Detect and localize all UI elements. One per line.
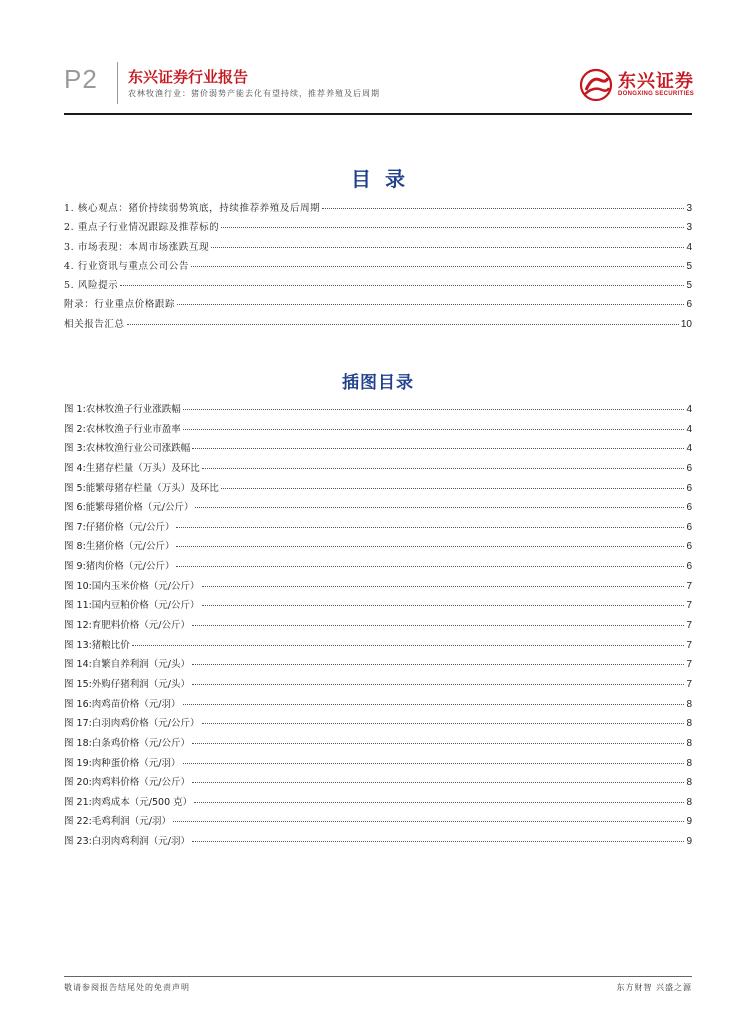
leader-dots bbox=[202, 586, 685, 587]
figure-entry-label: 图 1:农林牧渔子行业涨跌幅 bbox=[64, 404, 181, 415]
leader-dots bbox=[221, 488, 685, 489]
toc-entry[interactable] bbox=[64, 200, 692, 219]
figure-entry-label: 图 12:育肥料价格（元/公斤） bbox=[64, 620, 191, 632]
header-divider bbox=[117, 62, 118, 104]
leader-dots bbox=[183, 763, 685, 764]
figure-entry-label: 图 2:农林牧渔子行业市盈率 bbox=[64, 423, 181, 435]
figure-entry-page: 4 bbox=[686, 423, 692, 435]
leader-dots bbox=[183, 409, 685, 410]
leader-dots bbox=[176, 546, 684, 547]
logo-english: DONGXING SECURITIES bbox=[618, 91, 695, 97]
leader-dots bbox=[194, 802, 684, 803]
toc-entry-label: 相关报告汇总 bbox=[64, 318, 125, 330]
figure-entry-label: 图 5:能繁母猪存栏量（万头）及环比 bbox=[64, 482, 219, 494]
figure-entry[interactable] bbox=[64, 578, 692, 598]
figure-entry-label: 图 17:白羽肉鸡价格（元/公斤） bbox=[64, 718, 200, 730]
figure-entry[interactable] bbox=[64, 833, 692, 853]
company-logo bbox=[578, 68, 698, 102]
leader-dots bbox=[176, 566, 684, 567]
leader-dots bbox=[202, 468, 685, 469]
toc-entry-label: 2. 重点子行业情况跟踪及推荐标的 bbox=[64, 222, 220, 234]
figure-entry-label: 图 15:外购仔猪利润（元/头） bbox=[64, 678, 191, 690]
figure-list bbox=[64, 401, 692, 853]
report-brand-title: 东兴证券行业报告 bbox=[128, 68, 249, 86]
figure-entry-label: 图 8:生猪价格（元/公斤） bbox=[64, 541, 175, 553]
report-subtitle: 农林牧渔行业：猪价弱势产能去化有望持续，推荐养殖及后周期 bbox=[128, 89, 380, 98]
toc-entry-page: 3 bbox=[686, 222, 692, 234]
figure-entry-label: 图 3:农林牧渔行业公司涨跌幅 bbox=[64, 443, 191, 455]
figure-entry-label: 图 23:白羽肉鸡利润（元/羽） bbox=[64, 836, 191, 848]
leader-dots bbox=[173, 821, 684, 822]
figure-entry-label: 图 18:白条鸡价格（元/公斤） bbox=[64, 737, 191, 749]
figure-entry-page: 8 bbox=[686, 796, 692, 808]
figure-entry-page: 8 bbox=[686, 757, 692, 769]
figure-entry-page: 8 bbox=[686, 718, 692, 730]
leader-dots bbox=[127, 324, 679, 325]
figure-entry[interactable] bbox=[64, 735, 692, 755]
toc-entry-label: 5. 风险提示 bbox=[64, 280, 119, 292]
toc-entry-page: 5 bbox=[686, 260, 692, 272]
figure-entry-label: 图 11:国内豆粕价格（元/公斤） bbox=[64, 600, 200, 612]
toc-entry-label: 1. 核心观点：猪价持续弱势筑底，持续推荐养殖及后周期 bbox=[64, 203, 321, 214]
figure-entry-page: 4 bbox=[686, 404, 692, 415]
leader-dots bbox=[183, 429, 685, 430]
figure-entry-page: 9 bbox=[686, 836, 692, 848]
figure-entry-label: 图 7:仔猪价格（元/公斤） bbox=[64, 521, 175, 533]
figure-entry[interactable] bbox=[64, 480, 692, 500]
figure-entry-page: 4 bbox=[686, 443, 692, 455]
leader-dots bbox=[192, 625, 684, 626]
figure-entry[interactable] bbox=[64, 794, 692, 814]
figure-entry-page: 6 bbox=[686, 482, 692, 494]
toc-entry-page: 10 bbox=[680, 318, 692, 330]
footer-slogan: 东方财智 兴盛之源 bbox=[616, 983, 692, 992]
toc-entry[interactable] bbox=[64, 296, 692, 315]
leader-dots bbox=[192, 841, 684, 842]
figure-entry[interactable] bbox=[64, 755, 692, 775]
leader-dots bbox=[191, 266, 684, 267]
figure-entry-page: 9 bbox=[686, 816, 692, 828]
figure-entry-label: 图 13:猪粮比价 bbox=[64, 639, 130, 651]
leader-dots bbox=[192, 664, 684, 665]
leader-dots bbox=[177, 304, 684, 305]
toc-entry-page: 6 bbox=[686, 299, 692, 311]
figure-entry-page: 7 bbox=[686, 600, 692, 612]
toc-entry[interactable] bbox=[64, 219, 692, 238]
figure-entry[interactable] bbox=[64, 637, 692, 657]
toc-entry[interactable] bbox=[64, 258, 692, 277]
figure-entry-label: 图 16:肉鸡苗价格（元/羽） bbox=[64, 698, 181, 710]
figure-entry[interactable] bbox=[64, 519, 692, 539]
figure-entry[interactable] bbox=[64, 460, 692, 480]
figure-entry[interactable] bbox=[64, 656, 692, 676]
figure-entry[interactable] bbox=[64, 715, 692, 735]
figure-list-title: 插图目录 bbox=[342, 373, 414, 393]
footer-rule bbox=[64, 976, 692, 977]
logo-text: 东兴证券 bbox=[618, 71, 694, 92]
leader-dots bbox=[322, 208, 684, 209]
leader-dots bbox=[192, 743, 684, 744]
figure-entry[interactable] bbox=[64, 558, 692, 578]
figure-entry-page: 6 bbox=[686, 462, 692, 474]
figure-entry[interactable] bbox=[64, 696, 692, 716]
figure-entry-label: 图 14:自繁自养利润（元/头） bbox=[64, 659, 191, 671]
leader-dots bbox=[202, 605, 685, 606]
figure-entry-label: 图 10:国内玉米价格（元/公斤） bbox=[64, 580, 200, 592]
toc-entry-page: 5 bbox=[686, 280, 692, 292]
figure-entry[interactable] bbox=[64, 538, 692, 558]
figure-entry-label: 图 19:肉种蛋价格（元/羽） bbox=[64, 757, 181, 769]
figure-entry[interactable] bbox=[64, 499, 692, 519]
toc-entry[interactable] bbox=[64, 277, 692, 296]
figure-entry-label: 图 4:生猪存栏量（万头）及环比 bbox=[64, 462, 200, 474]
leader-dots bbox=[202, 723, 685, 724]
figure-entry-page: 7 bbox=[686, 639, 692, 651]
figure-entry[interactable] bbox=[64, 597, 692, 617]
figure-entry-page: 6 bbox=[686, 502, 692, 514]
figure-entry-page: 8 bbox=[686, 698, 692, 710]
toc-entry-page: 4 bbox=[686, 241, 692, 253]
toc-entry-label: 4. 行业资讯与重点公司公告 bbox=[64, 260, 189, 272]
figure-entry-page: 6 bbox=[686, 561, 692, 573]
leader-dots bbox=[120, 285, 684, 286]
figure-entry[interactable] bbox=[64, 421, 692, 441]
figure-entry-label: 图 21:肉鸡成本（元/500 克） bbox=[64, 796, 193, 808]
toc-entry[interactable] bbox=[64, 239, 692, 258]
figure-entry[interactable] bbox=[64, 401, 692, 421]
figure-entry-label: 图 9:猪肉价格（元/公斤） bbox=[64, 561, 175, 573]
disclaimer-note: 敬请参阅报告结尾处的免责声明 bbox=[64, 983, 190, 992]
page-number: P2 bbox=[64, 64, 98, 94]
leader-dots bbox=[221, 227, 684, 228]
toc-entry-label: 附录：行业重点价格跟踪 bbox=[64, 299, 176, 311]
figure-entry[interactable] bbox=[64, 774, 692, 794]
toc-entry[interactable] bbox=[64, 316, 692, 335]
figure-entry-page: 7 bbox=[686, 620, 692, 632]
figure-entry-page: 6 bbox=[686, 541, 692, 553]
figure-entry[interactable] bbox=[64, 676, 692, 696]
figure-entry[interactable] bbox=[64, 617, 692, 637]
logo-mark-icon bbox=[578, 68, 614, 102]
figure-entry[interactable] bbox=[64, 440, 692, 460]
leader-dots bbox=[211, 247, 684, 248]
leader-dots bbox=[132, 645, 685, 646]
leader-dots bbox=[176, 527, 684, 528]
header-rule bbox=[64, 113, 692, 115]
figure-entry-page: 7 bbox=[686, 678, 692, 690]
figure-entry-label: 图 6:能繁母猪价格（元/公斤） bbox=[64, 502, 194, 514]
leader-dots bbox=[192, 448, 684, 449]
figure-entry[interactable] bbox=[64, 813, 692, 833]
figure-entry-page: 7 bbox=[686, 580, 692, 592]
leader-dots bbox=[195, 507, 684, 508]
leader-dots bbox=[183, 704, 685, 705]
figure-entry-label: 图 20:肉鸡料价格（元/公斤） bbox=[64, 777, 191, 789]
toc-entry-label: 3. 市场表现：本周市场涨跌互现 bbox=[64, 241, 210, 253]
figure-entry-page: 8 bbox=[686, 777, 692, 789]
toc-entry-page: 3 bbox=[686, 203, 692, 214]
figure-entry-page: 6 bbox=[686, 521, 692, 533]
figure-entry-page: 8 bbox=[686, 737, 692, 749]
figure-entry-page: 7 bbox=[686, 659, 692, 671]
toc-list bbox=[64, 200, 692, 335]
leader-dots bbox=[192, 782, 684, 783]
toc-title: 目录 bbox=[351, 167, 419, 191]
figure-entry-label: 图 22:毛鸡利润（元/羽） bbox=[64, 816, 172, 828]
leader-dots bbox=[192, 684, 684, 685]
